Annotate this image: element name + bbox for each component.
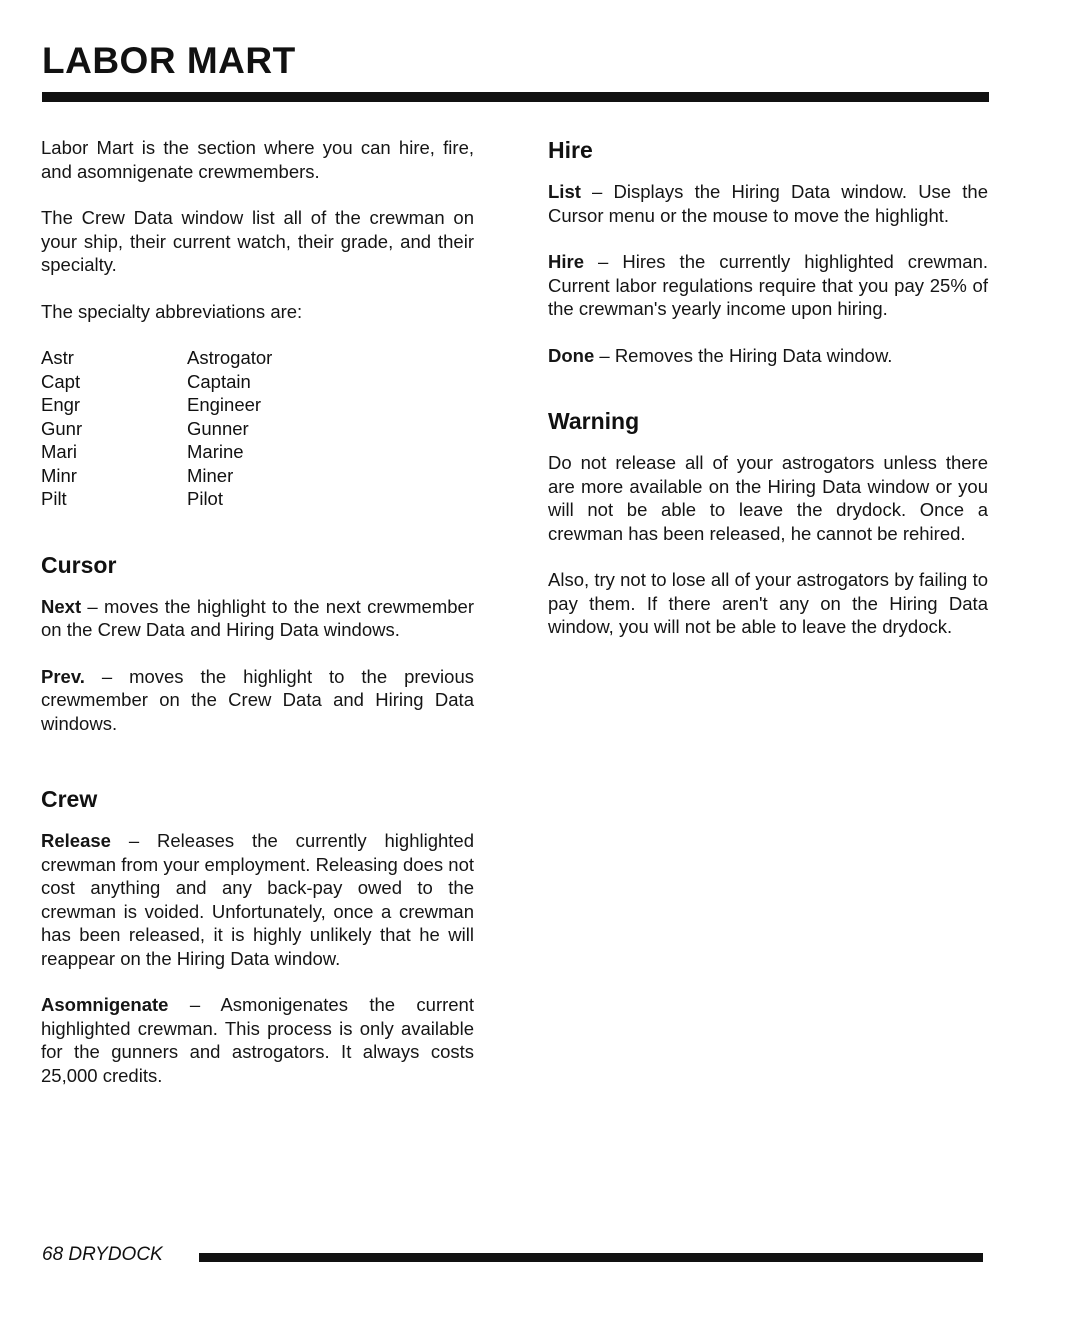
abbreviations-intro: The specialty abbreviations are:	[41, 300, 303, 322]
footer-page-label: 68 DRYDOCK	[42, 1244, 163, 1265]
abbreviation-meaning: Miner	[187, 464, 234, 486]
next-paragraph	[41, 595, 474, 642]
abbreviation-code: Mari	[41, 441, 77, 462]
list-term: List	[548, 181, 581, 202]
release-term: Release	[41, 830, 111, 851]
list-description: – Displays the Hiring Data window. Use the Cursor menu or the mouse to move the highlight.	[548, 181, 988, 226]
left-column	[41, 136, 474, 1087]
abbreviation-code: Capt	[41, 370, 81, 392]
abbreviation-meaning: Engineer	[187, 394, 262, 415]
abbreviation-row	[41, 487, 474, 511]
release-description: – Releases the currently highlighted crewman from your employment. Releasing does not cost anything and any back-pay owed to the crewman is voided. Unfortunately, once a crewman has been released, it is highly unlikely that he will reappear on the Hiring Data window.	[41, 830, 474, 969]
abbreviation-code: Gunr	[41, 417, 83, 439]
abbreviation-row	[41, 440, 474, 464]
prev-term: Prev.	[41, 665, 85, 687]
abbreviation-meaning: Marine	[187, 441, 244, 462]
abbreviation-row	[41, 464, 474, 488]
crew-data-paragraph: The Crew Data window list all of the crewman on your ship, their current watch, their grade, and their specialty.	[41, 207, 474, 275]
abbreviation-meaning: Captain	[187, 370, 251, 392]
prev-paragraph	[41, 665, 474, 736]
asomnigenate-description: – Asmonigenates the current highlighted crewman. This process is only available for the gunners and astrogators. It always costs 25,000 credits.	[41, 994, 474, 1086]
abbreviation-row	[41, 417, 474, 441]
abbreviation-row	[41, 346, 474, 370]
hire-description: – Hires the currently highlighted crewman. Current labor regulations require that you pay 25% of the crewman's yearly income upon hiring.	[548, 251, 988, 319]
abbreviation-row	[41, 370, 474, 394]
page-title: LABOR MART	[42, 40, 296, 81]
done-description: – Removes the Hiring Data window.	[594, 344, 893, 366]
warning-paragraph-2: Also, try not to lose all of your astrogators by failing to pay them. If there aren't any on the Hiring Data window, you will not be able to leave the drydock.	[548, 569, 988, 637]
abbreviation-code: Astr	[41, 347, 74, 368]
abbreviation-row	[41, 393, 474, 417]
warning-paragraph-1: Do not release all of your astrogators unless there are more available on the Hiring Data window or you will not be able to leave the drydock. Once a crewman has been released, he cannot be rehired.	[548, 452, 988, 544]
intro-paragraph: Labor Mart is the section where you can hire, fire, and asomnigenate crewmembers.	[41, 137, 474, 182]
asomnigenate-paragraph	[41, 993, 474, 1087]
footer-rule	[199, 1253, 983, 1262]
abbreviation-list	[41, 346, 474, 511]
abbreviation-code: Engr	[41, 394, 81, 415]
next-description: – moves the highlight to the next crewmember on the Crew Data and Hiring Data windows.	[41, 595, 474, 640]
hire-paragraph	[548, 250, 988, 321]
done-paragraph	[548, 344, 988, 368]
hire-term: Hire	[548, 251, 584, 272]
abbreviation-meaning: Pilot	[187, 488, 223, 509]
cursor-heading: Cursor	[41, 551, 117, 578]
done-term: Done	[548, 344, 595, 366]
right-column	[548, 136, 988, 639]
release-paragraph	[41, 829, 474, 970]
hire-heading: Hire	[548, 137, 593, 163]
title-rule	[42, 92, 989, 102]
abbreviation-meaning: Gunner	[187, 417, 249, 439]
prev-description: – moves the highlight to the previous crewmember on the Crew Data and Hiring Data windows.	[41, 665, 474, 734]
abbreviation-meaning: Astrogator	[187, 347, 273, 368]
abbreviation-code: Pilt	[41, 488, 67, 509]
abbreviation-code: Minr	[41, 464, 77, 486]
warning-heading: Warning	[548, 408, 640, 434]
crew-heading: Crew	[41, 786, 98, 812]
list-paragraph	[548, 180, 988, 227]
next-term: Next	[41, 595, 82, 617]
asomnigenate-term: Asomnigenate	[41, 994, 169, 1015]
